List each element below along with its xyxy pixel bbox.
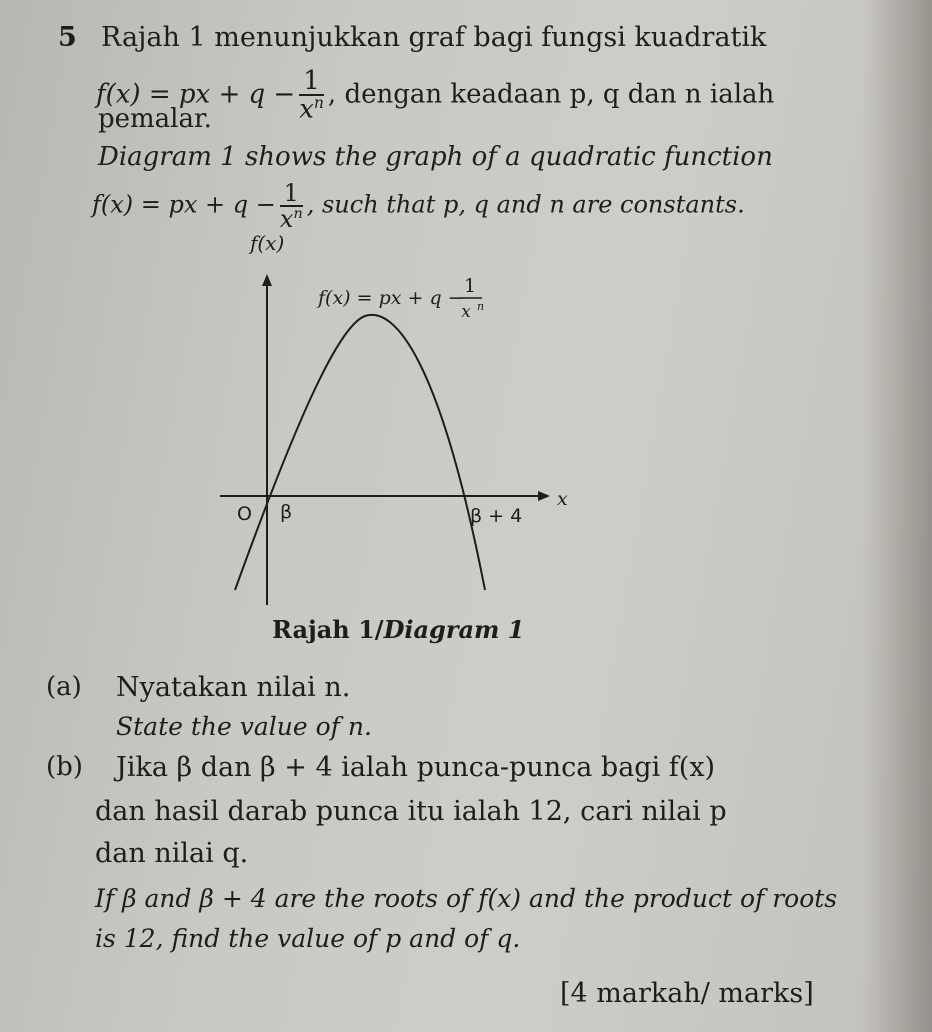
stem-english-line-1: Diagram 1 shows the graph of a quadratic function (98, 142, 773, 172)
curve-label-frac-exp: n (477, 300, 485, 313)
y-axis-label: f(x) (250, 231, 285, 255)
page-edge-shadow (862, 0, 932, 1032)
part-b-english-line-1: If β and β + 4 are the roots of f(x) and the product of roots (95, 884, 838, 913)
root-beta-label: β (280, 501, 293, 523)
curve-label-frac-den: x (461, 302, 471, 322)
origin-label: O (237, 503, 252, 525)
stem-english-line-2 (92, 181, 745, 231)
x-axis-arrow (538, 491, 550, 501)
stem-malay-line-3: pemalar. (98, 104, 212, 134)
stem-english-continuation: , such that p, q and n are constants. (306, 190, 745, 219)
part-b-english-line-2: is 12, find the value of p and of q. (95, 924, 521, 953)
parabola-curve (235, 315, 485, 590)
part-a-malay: Nyatakan nilai n. (116, 672, 351, 703)
quadratic-graph (220, 230, 600, 620)
marks-label: [4 markah/ marks] (560, 978, 814, 1009)
diagram-caption: Rajah 1/Diagram 1 (272, 615, 525, 644)
part-b-label: (b) (46, 752, 83, 782)
part-a-english: State the value of n. (116, 712, 372, 741)
part-a-label: (a) (46, 672, 82, 702)
function-expression: f(x) = px + q − (96, 79, 296, 110)
y-axis-arrow (262, 274, 272, 286)
stem-malay-line-1: Rajah 1 menunjukkan graf bagi fungsi kuadratik (101, 22, 767, 53)
fraction: $\frac{1}{x^n}$ (299, 66, 324, 125)
stem-malay-continuation: , dengan keadaan p, q dan n ialah (327, 79, 775, 110)
curve-label: f(x) = px + q − (318, 287, 464, 309)
x-axis-label: x (557, 488, 568, 510)
fraction-english: $\frac{1}{x^n}$ (279, 179, 303, 233)
root-beta-plus-4-label: β + 4 (470, 505, 523, 527)
function-expression-english: f(x) = px + q − (92, 190, 276, 219)
part-b-malay-line-2: dan hasil darab punca itu ialah 12, cari nilai p (95, 796, 727, 827)
question-number: 5 (58, 22, 77, 53)
curve-label-frac-num: 1 (463, 275, 477, 297)
part-b-malay-line-3: dan nilai q. (95, 838, 249, 869)
part-b-malay-line-1: Jika β dan β + 4 ialah punca-punca bagi f(x) (116, 752, 716, 783)
